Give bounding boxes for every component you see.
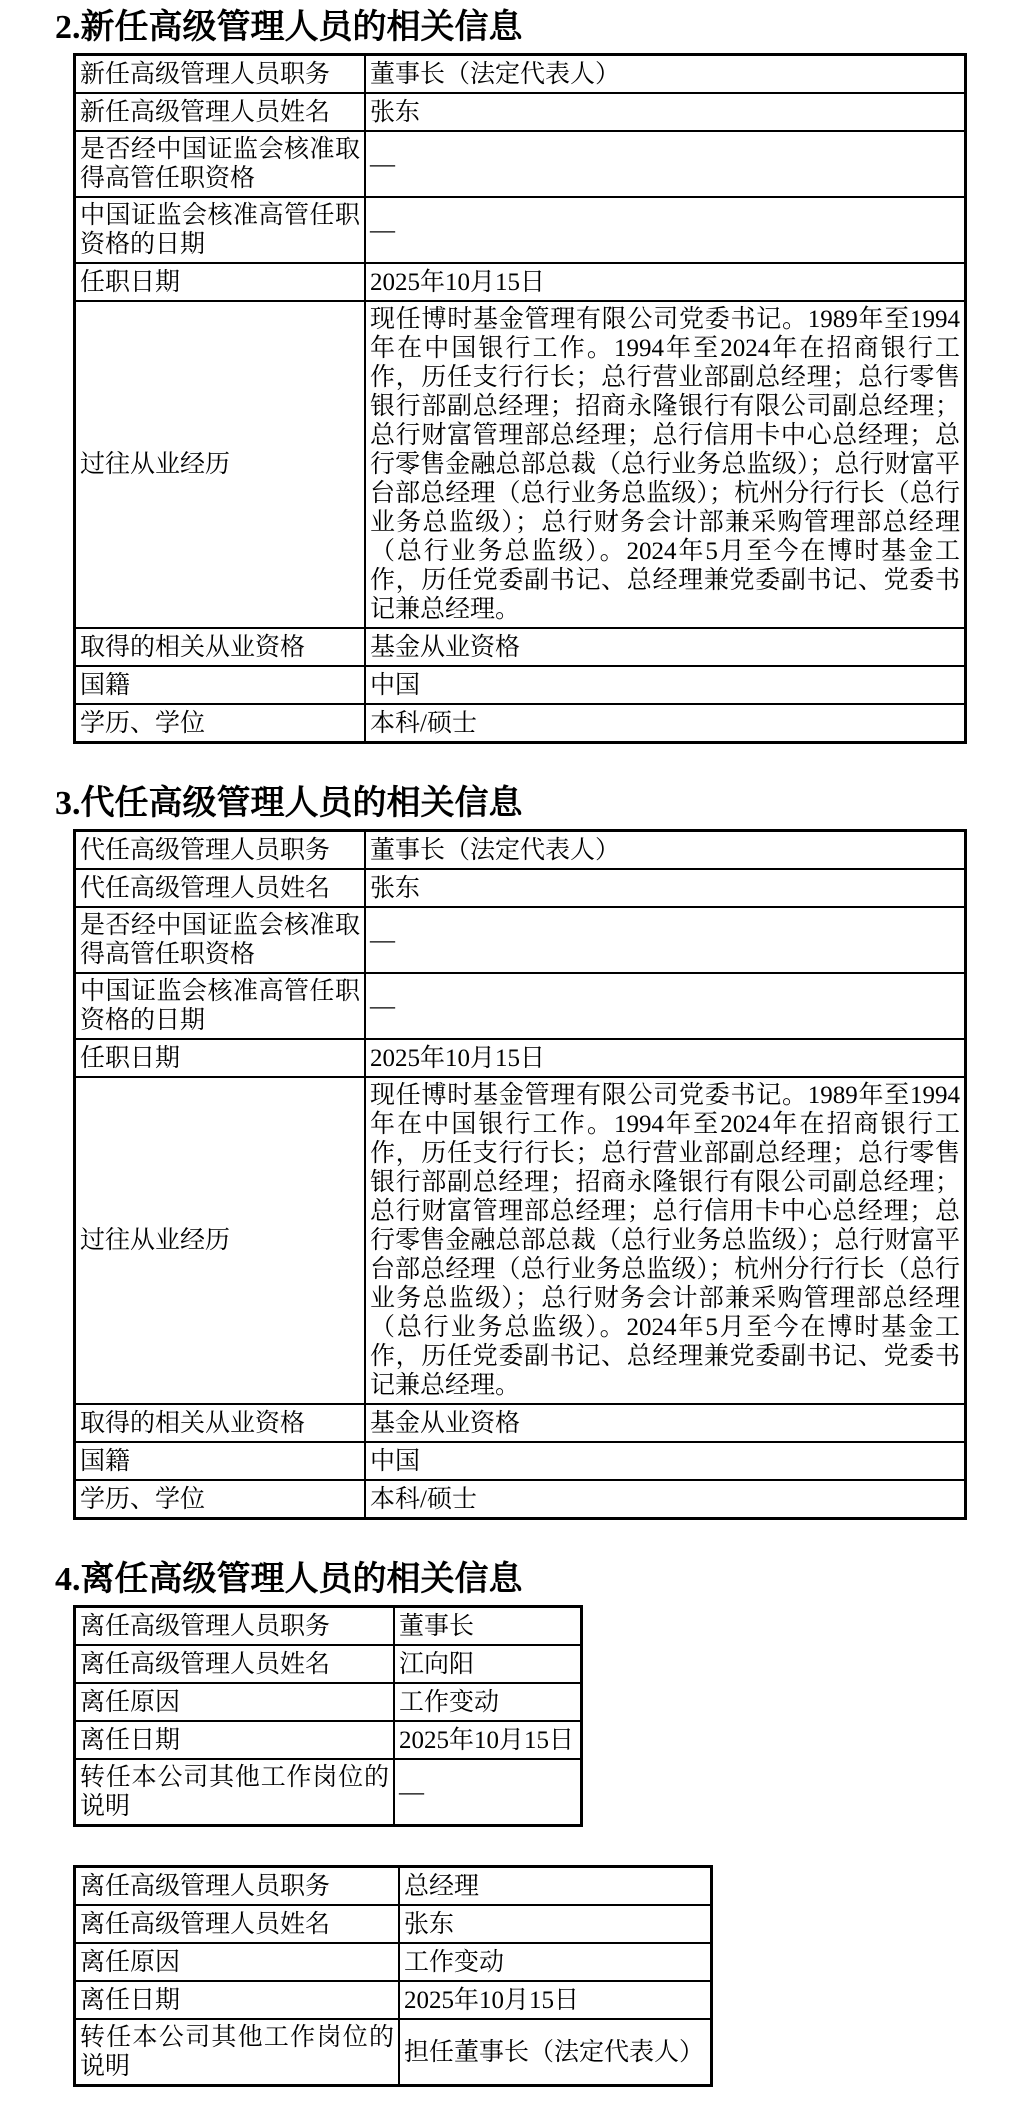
section-departing-executive xyxy=(55,1560,973,2087)
row-label: 学历、学位 xyxy=(75,1480,366,1519)
departing-general-manager-info-table xyxy=(73,1865,713,2087)
row-value: — xyxy=(365,973,966,1039)
table-row xyxy=(75,93,966,131)
row-value: 本科/硕士 xyxy=(365,1480,966,1519)
table-row xyxy=(75,263,966,301)
table-row xyxy=(75,1645,582,1683)
row-value: 基金从业资格 xyxy=(365,1404,966,1442)
table-row xyxy=(75,197,966,263)
row-label: 过往从业经历 xyxy=(75,301,366,628)
table-row xyxy=(75,1759,582,1826)
table-row xyxy=(75,907,966,973)
row-label: 离任高级管理人员职务 xyxy=(75,1867,400,1906)
section-heading-new-executive: 2.新任高级管理人员的相关信息 xyxy=(55,9,523,46)
table-row xyxy=(75,1442,966,1480)
table-row xyxy=(75,55,966,94)
row-value: 总经理 xyxy=(399,1867,712,1906)
row-label: 是否经中国证监会核准取得高管任职资格 xyxy=(75,131,366,197)
table-row xyxy=(75,1480,966,1519)
row-label: 是否经中国证监会核准取得高管任职资格 xyxy=(75,907,366,973)
row-value: 董事长（法定代表人） xyxy=(365,831,966,870)
section-heading-departing-executive: 4.离任高级管理人员的相关信息 xyxy=(55,1561,523,1599)
new-executive-info-table xyxy=(73,53,967,744)
row-label: 离任高级管理人员姓名 xyxy=(75,1905,400,1943)
table-row xyxy=(75,131,966,197)
row-label: 代任高级管理人员职务 xyxy=(75,831,366,870)
table-row xyxy=(75,1981,712,2019)
row-value: 2025年10月15日 xyxy=(394,1721,582,1759)
row-label: 新任高级管理人员姓名 xyxy=(75,93,366,131)
row-value: 2025年10月15日 xyxy=(365,263,966,301)
table-row xyxy=(75,1039,966,1077)
table-row xyxy=(75,704,966,743)
row-label: 任职日期 xyxy=(75,1039,366,1077)
table-row xyxy=(75,1077,966,1404)
row-label: 取得的相关从业资格 xyxy=(75,628,366,666)
row-value: 本科/硕士 xyxy=(365,704,966,743)
table-row xyxy=(75,1943,712,1981)
row-label: 离任日期 xyxy=(75,1721,395,1759)
row-label: 国籍 xyxy=(75,1442,366,1480)
row-value: — xyxy=(394,1759,582,1826)
row-value: 工作变动 xyxy=(399,1943,712,1981)
row-label: 任职日期 xyxy=(75,263,366,301)
row-value: 董事长（法定代表人） xyxy=(365,55,966,94)
departing-chairman-info-table xyxy=(73,1605,583,1827)
row-label: 学历、学位 xyxy=(75,704,366,743)
row-value: 现任博时基金管理有限公司党委书记。1989年至1994年在中国银行工作。1994年至2024年在招商银行工作，历任支行行长；总行营业部副总经理；总行零售银行部副总经理；招商永隆银行有限公司副总经理；总行财富管理部总经理；总行信用卡中心总经理；总行零售金融总部总裁（总行业务总监级）；总行财富平台部总经理（总行业务总监级）；杭州分行行长（总行业务总监级）；总行财务会计部兼采购管理部总经理（总行业务总监级）。2024年5月至今在博时基金工作，历任党委副书记、总经理兼党委副书记、党委书记兼总经理。 xyxy=(365,301,966,628)
row-value: 董事长 xyxy=(394,1607,582,1646)
table-row xyxy=(75,1721,582,1759)
row-value: 张东 xyxy=(365,93,966,131)
table-row xyxy=(75,869,966,907)
row-value: 中国 xyxy=(365,666,966,704)
row-value: 2025年10月15日 xyxy=(365,1039,966,1077)
row-label: 新任高级管理人员职务 xyxy=(75,55,366,94)
row-label: 离任原因 xyxy=(75,1943,400,1981)
table-row xyxy=(75,1905,712,1943)
row-value: 2025年10月15日 xyxy=(399,1981,712,2019)
row-value: 张东 xyxy=(399,1905,712,1943)
section-heading-acting-executive: 3.代任高级管理人员的相关信息 xyxy=(55,785,523,823)
row-label: 国籍 xyxy=(75,666,366,704)
row-label: 过往从业经历 xyxy=(75,1077,366,1404)
row-value: 江向阳 xyxy=(394,1645,582,1683)
row-label: 代任高级管理人员姓名 xyxy=(75,869,366,907)
table-row xyxy=(75,666,966,704)
table-row xyxy=(75,1607,582,1646)
table-row xyxy=(75,831,966,870)
row-label: 中国证监会核准高管任职资格的日期 xyxy=(75,197,366,263)
section-new-executive xyxy=(55,8,973,744)
row-label: 转任本公司其他工作岗位的说明 xyxy=(75,1759,395,1826)
table-row xyxy=(75,1867,712,1906)
row-label: 中国证监会核准高管任职资格的日期 xyxy=(75,973,366,1039)
table-row xyxy=(75,628,966,666)
row-value: 现任博时基金管理有限公司党委书记。1989年至1994年在中国银行工作。1994年至2024年在招商银行工作，历任支行行长；总行营业部副总经理；总行零售银行部副总经理；招商永隆银行有限公司副总经理；总行财富管理部总经理；总行信用卡中心总经理；总行零售金融总部总裁（总行业务总监级）；总行财富平台部总经理（总行业务总监级）；杭州分行行长（总行业务总监级）；总行财务会计部兼采购管理部总经理（总行业务总监级）。2024年5月至今在博时基金工作，历任党委副书记、总经理兼党委副书记、党委书记兼总经理。 xyxy=(365,1077,966,1404)
row-value: — xyxy=(365,131,966,197)
row-value: — xyxy=(365,907,966,973)
row-label: 离任高级管理人员职务 xyxy=(75,1607,395,1646)
row-label: 离任原因 xyxy=(75,1683,395,1721)
table-row xyxy=(75,301,966,628)
table-row xyxy=(75,1683,582,1721)
row-value: 张东 xyxy=(365,869,966,907)
row-value: 担任董事长（法定代表人） xyxy=(399,2019,712,2086)
row-value: 工作变动 xyxy=(394,1683,582,1721)
row-value: — xyxy=(365,197,966,263)
table-row xyxy=(75,973,966,1039)
table-row xyxy=(75,2019,712,2086)
section-acting-executive xyxy=(55,784,973,1520)
row-label: 离任高级管理人员姓名 xyxy=(75,1645,395,1683)
row-label: 取得的相关从业资格 xyxy=(75,1404,366,1442)
row-value: 基金从业资格 xyxy=(365,628,966,666)
row-label: 离任日期 xyxy=(75,1981,400,2019)
acting-executive-info-table xyxy=(73,829,967,1520)
row-value: 中国 xyxy=(365,1442,966,1480)
row-label: 转任本公司其他工作岗位的说明 xyxy=(75,2019,400,2086)
table-row xyxy=(75,1404,966,1442)
